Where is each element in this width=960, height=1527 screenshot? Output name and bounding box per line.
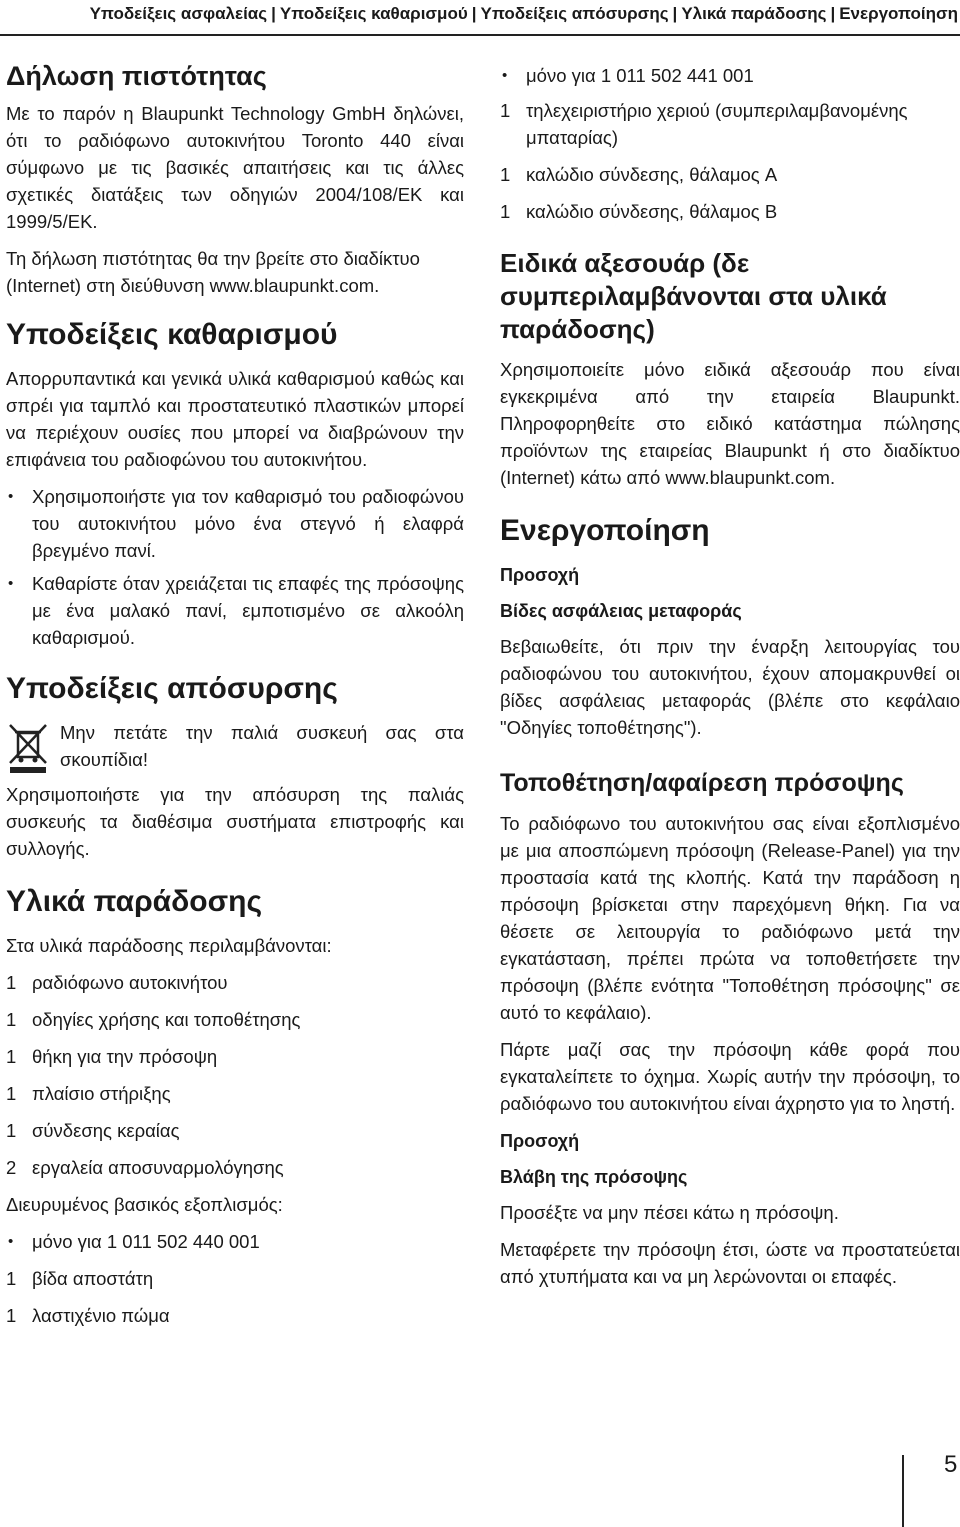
- extended-list-2: [500, 62, 960, 89]
- accessories-section: [500, 247, 960, 491]
- header-tab-activation: Ενεργοποίηση: [839, 4, 958, 23]
- list-item: 1 σύνδεσης κεραίας: [6, 1120, 180, 1141]
- delivery-title: Υλικά παράδοσης: [6, 885, 263, 918]
- disposal-section: [6, 671, 464, 862]
- header-tab-delivery: Υλικά παράδοσης: [681, 4, 827, 23]
- accessories-paragraph: Χρησιμοποιείτε μόνο ειδικά αξεσουάρ που είναι εγκεκριμένα από την εταιρεία Blaupunkt. Πληροφορηθείτε στο ειδικό κατάστημα πώλησης προϊόντων της εταιρείας Blaupunkt ή στο διαδίκτυο (Internet) κάτω από www.blaupunkt.com.: [500, 359, 960, 488]
- disposal-title: Υποδείξεις απόσυρσης: [6, 672, 338, 705]
- caution-subtitle: Βλάβη της πρόσοψης: [500, 1167, 688, 1187]
- header-tab-disposal: Υποδείξεις απόσυρσης: [480, 4, 669, 23]
- caution-label: Προσοχή: [500, 1131, 580, 1151]
- list-item: • μόνο για 1 011 502 441 001: [500, 62, 960, 89]
- disposal-warning: [6, 719, 464, 775]
- panel-paragraph-2: Πάρτε μαζί σας την πρόσοψη κάθε φορά που εγκαταλείπετε το όχημα. Χωρίς αυτήν την πρόσοψη, το ραδιόφωνο του αυτοκινήτου είναι άχρηστο για το ληστή.: [500, 1039, 960, 1114]
- activation-title: Ενεργοποίηση: [500, 514, 710, 547]
- page-number-divider: [902, 1455, 904, 1527]
- panel-section: [500, 767, 960, 1290]
- right-column: [500, 62, 960, 1300]
- list-item: 1 τηλεχειριστήριο χεριού (συμπεριλαμβανομένης μπαταρίας): [500, 100, 908, 148]
- list-item: • Χρησιμοποιήστε για τον καθαρισμό του ραδιοφώνου του αυτοκινήτου μόνο ένα στεγνό ή ελαφρά βρεγμένο πανί.: [6, 483, 464, 564]
- cleaning-paragraph: Απορρυπαντικά και γενικά υλικά καθαρισμού καθώς και σπρέι για ταμπλό και προστατευτικό πλαστικών μπορεί να περιέχουν ουσίες που μπορεί να διαβρώνουν την επιφάνεια του ραδιοφώνου του αυτοκινήτου.: [6, 368, 464, 470]
- crossed-out-wheelie-bin-icon: [6, 721, 52, 775]
- panel-paragraph-3: Προσέξτε να μην πέσει κάτω η πρόσοψη.: [500, 1202, 839, 1223]
- disposal-paragraph: Χρησιμοποιήστε για την απόσυρση της παλιάς συσκευής τα διαθέσιμα συστήματα επιστροφής και συλλογής.: [6, 784, 464, 859]
- list-item: • μόνο για 1 011 502 440 001: [6, 1228, 464, 1255]
- panel-paragraph-4: Μεταφέρετε την πρόσοψη έτσι, ώστε να προστατεύεται από χτυπήματα και να μη λερώνονται οι επαφές.: [500, 1239, 960, 1287]
- header-tab-cleaning: Υποδείξεις καθαρισμού: [279, 4, 468, 23]
- list-item: 1 πλαίσιο στήριξης: [6, 1083, 171, 1104]
- cleaning-list: [6, 483, 464, 651]
- delivery-section: [6, 884, 464, 1329]
- declaration-url-paragraph: Τη δήλωση πιστότητας θα την βρείτε στο διαδίκτυο (Internet) στη διεύθυνση www.blaupunkt.com.: [6, 248, 420, 296]
- list-item: 1 οδηγίες χρήσης και τοποθέτησης: [6, 1009, 301, 1030]
- list-item: • Καθαρίστε όταν χρειάζεται τις επαφές της πρόσοψης με ένα μαλακό πανί, εμποτισμένο σε αλκοόλη καθαρισμού.: [6, 570, 464, 651]
- extended-equipment-label: Διευρυμένος βασικός εξοπλισμός:: [6, 1194, 283, 1215]
- activation-section: [500, 513, 960, 741]
- declaration-section: [6, 58, 464, 299]
- running-header: Υποδείξεις ασφαλείας | Υποδείξεις καθαρισμού | Υποδείξεις απόσυρσης | Υλικά παράδοσης | Ενεργοποίηση: [0, 0, 960, 36]
- disposal-warning-text: Μην πετάτε την παλιά συσκευή σας στα σκουπίδια!: [60, 722, 464, 770]
- list-item: 1 θήκη για την πρόσοψη: [6, 1046, 218, 1067]
- caution-label: Προσοχή: [500, 565, 580, 585]
- caution-subtitle: Βίδες ασφάλειας μεταφοράς: [500, 601, 742, 621]
- cleaning-title: Υποδείξεις καθαρισμού: [6, 318, 338, 351]
- list-item: 1 βίδα αποστάτη: [6, 1268, 154, 1289]
- activation-paragraph: Βεβαιωθείτε, ότι πριν την έναρξη λειτουργίας του ραδιοφώνου του αυτοκινήτου, έχουν απομακρυνθεί οι βίδες ασφάλειας μεταφοράς (βλέπε στο κεφάλαιο "Οδηγίες τοποθέτησης").: [500, 636, 960, 738]
- list-item: 1 καλώδιο σύνδεσης, θάλαμος A: [500, 164, 778, 185]
- left-column: [6, 58, 464, 1339]
- list-item: 1 ραδιόφωνο αυτοκινήτου: [6, 972, 228, 993]
- page-number: 5: [944, 1451, 958, 1478]
- cleaning-section: [6, 317, 464, 651]
- panel-paragraph-1: Το ραδιόφωνο του αυτοκινήτου σας είναι εξοπλισμένο με μια αποσπώμενη πρόσοψη (Release-Panel) για την προστασία κατά της κλοπής. Κατά την παράδοση η πρόσοψη βρίσκεται στην παρεχόμενη θήκη. Για να θέσετε σε λειτουργία το ραδιόφωνο μετά την εγκατάσταση, πρέπει πρώτα να τοποθετήσετε την πρόσοψη (βλέπε ενότητα "Τοποθέτηση πρόσοψης" σε αυτό το κεφάλαιο).: [500, 813, 960, 1023]
- list-item: 2 εργαλεία αποσυναρμολόγησης: [6, 1157, 284, 1178]
- declaration-title: Δήλωση πιστότητας: [6, 61, 267, 91]
- accessories-title: Ειδικά αξεσουάρ (δε συμπεριλαμβάνονται στα υλικά παράδοσης): [500, 248, 887, 344]
- declaration-paragraph: Με το παρόν η Blaupunkt Technology GmbH δηλώνει, ότι το ραδιόφωνο αυτοκινήτου Toronto 440 είναι σύμφωνο με τις βασικές απαιτήσεις και τις άλλες σχετικές διατάξεις των οδηγιών 2004/108/ΕΚ και 1999/5/ΕΚ.: [6, 103, 464, 232]
- header-tab-safety: Υποδείξεις ασφαλείας: [89, 4, 268, 23]
- panel-title: Τοποθέτηση/αφαίρεση πρόσοψης: [500, 769, 904, 797]
- delivery-intro: Στα υλικά παράδοσης περιλαμβάνονται:: [6, 935, 332, 956]
- extended-list: [6, 1228, 464, 1255]
- list-item: 1 καλώδιο σύνδεσης, θάλαμος B: [500, 201, 778, 222]
- list-item: 1 λαστιχένιο πώμα: [6, 1305, 170, 1326]
